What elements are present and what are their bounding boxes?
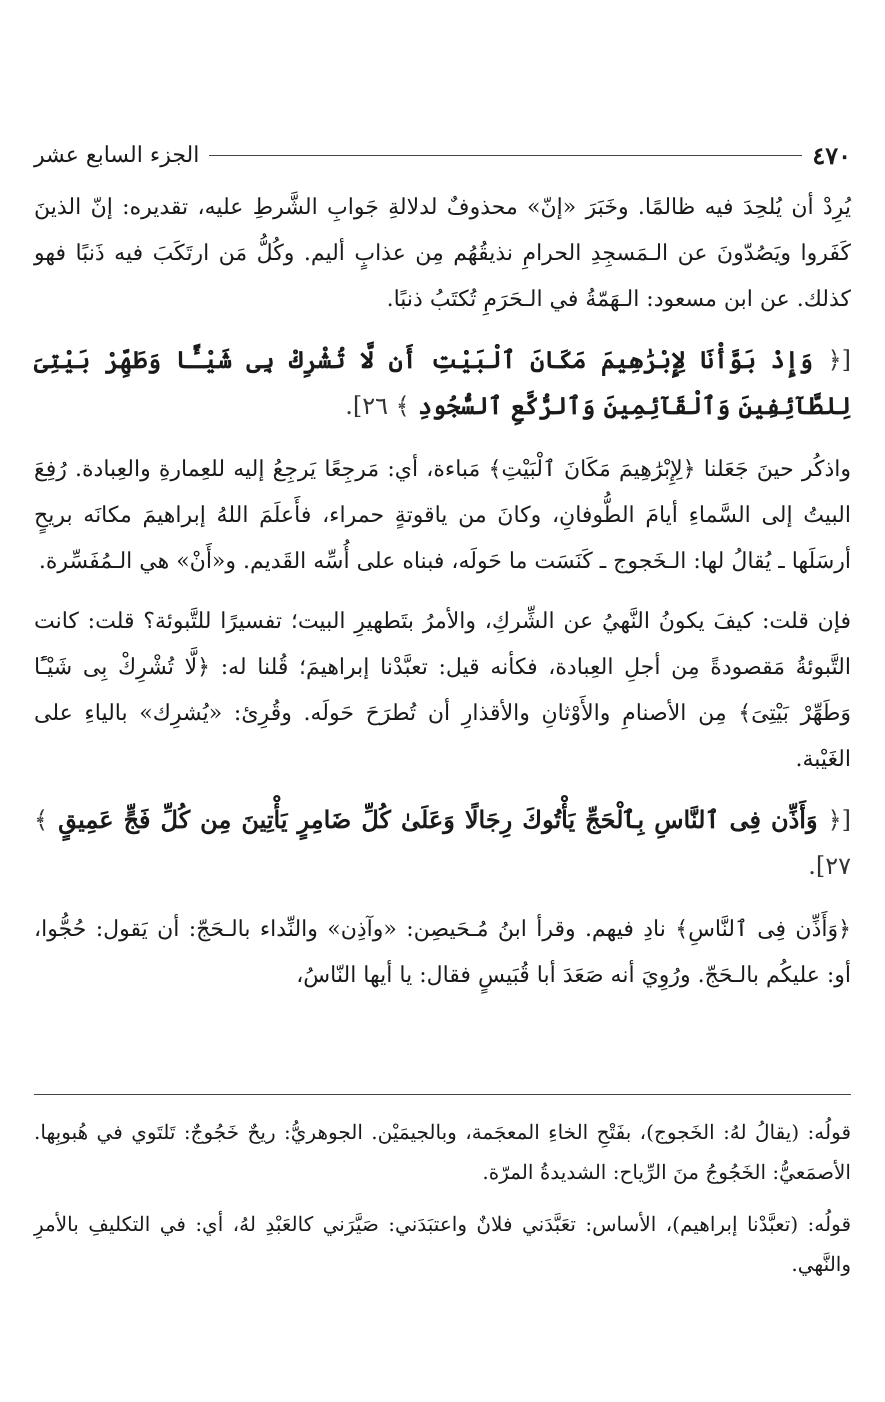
paragraph-tafsir-27: ﴿وَأَذِّن فِى ٱلنَّاسِ﴾ نادِ فيهم. وقرأ ابنُ مُـحَيصِن: «وآذِن» والنِّداء بالـحَجّ: أن يَقول: حُجُّوا، أو: عليكُم بالـحَجّ. ورُوِيَ أنه صَعَدَ أبا قُبَيسٍ فقال: يا أيها النّاسُ، [34,917,851,988]
verse-27-text: وَأَذِّن فِى ٱلنَّاسِ بِٱلْحَجِّ يَأْتُوكَ رِجَالًا وَعَلَىٰ كُلِّ ضَامِرٍ يَأْتِينَ مِن كُلِّ فَجٍّ عَمِيقٍ [58,805,818,834]
paragraph-question: فإن قلت: كيفَ يكونُ النَّهيُ عن الشِّركِ، والأمرُ بتَطهيرِ البيت؛ تفسيرًا للتَّبوئة؟ قلت: كانت التَّبوئةُ مَقصودةً مِن أجلِ العِبادة، فكأنه قيل: تعبَّدْنا إبراهيمَ؛ قُلنا له: ﴿لَّا تُشْرِكْ بِى شَيْـًٔا وَطَهِّرْ بَيْتِىَ﴾ مِن الأصنامِ والأَوْثانِ والأقذارِ أن تُطرَحَ حَولَه. وقُرِئ: «يُشرِك» بالياءِ على الغَيْبة. [34,609,852,772]
verse-27 [34,797,851,889]
verse-27-open-bracket: [﴿ [827,806,852,834]
paragraph-tafsir-26: واذكُر حينَ جَعَلنا ﴿لِإِبْرَٰهِيمَ مَكَانَ ٱلْبَيْتِ﴾ مَباءة، أي: مَرجِعًا يَرجِعُ إليه للعِمارةِ والعِبادة. رُفِعَ البيتُ إلى السَّماءِ أيامَ الطُّوفانِ، وكانَ من ياقوتةٍ حمراء، فأَعلَمَ اللهُ إبراهيمَ مكانَه بريحٍ أرسَلَها ـ يُقالُ لها: الـخَجوج ـ كَنَسَت ما حَولَه، فبناه على أُسِّه القَديم. و«أَنْ» هي الـمُفَسِّرة. [34,457,851,574]
main-text [34,185,851,1013]
verse-26 [34,337,851,429]
verse-26-close-bracket: ﴾ ٢٦]. [345,392,410,420]
footnote-2: قولُه: (تعبَّدْنا إبراهيم)، الأساس: تعَبَّدَني فلانٌ واعتبَدَني: صَيَّرَني كالعَبْدِ لهُ، أي: في التكليفِ بالأمرِ والنَّهي. [34,1212,851,1276]
footnotes [34,1112,851,1296]
footnote-1: قولُه: (يقالُ لهُ: الخَجوج)، بفَتْحِ الخاءِ المعجَمة، وبالجيمَيْن. الجوهريُّ: ريحٌ خَجُوجٌ: تَلتَوي في هُبوبِها. الأصمَعيُّ: الخَجُوجُ منَ الرِّياح: الشديدةُ المرّة. [34,1120,851,1184]
page-number: ٤٧٠ [812,140,851,170]
verse-26-open-bracket: [﴿ [827,346,851,374]
header-rule [209,155,802,156]
page-header [34,138,851,172]
footnote-separator [34,1094,851,1095]
paragraph-intro: يُرِدْ أن يُلحِدَ فيه ظالمًا. وخَبَرَ «إنّ» محذوفٌ لدلالةِ جَوابِ الشَّرطِ عليه، تقديره: إنّ الذينَ كَفَروا ويَصُدّونَ عن الـمَسجِدِ الحرامِ نذيقُهُم مِن عذابٍ أليم. وكُلُّ مَن ارتَكَبَ فيه ذَنبًا فهو كذلك. عن ابن مسعود: الـهَمّةُ في الـحَرَمِ تُكتَبُ ذنبًا. [34,195,851,312]
verse-26-text: وَإِذْ بَوَّأْنَا لِإِبْرَٰهِيمَ مَكَانَ ٱلْبَيْتِ أَن لَّا تُشْرِكْ بِى شَيْـًٔا وَطَهِّرْ بَيْتِىَ لِلطَّآئِفِينَ وَٱلْقَآئِمِينَ وَٱلرُّكَّعِ ٱلسُّجُودِ [34,345,851,420]
verse-27-close-bracket: ﴾ ٢٧]. [34,806,851,880]
running-title: الجزء السابع عشر [34,142,200,168]
